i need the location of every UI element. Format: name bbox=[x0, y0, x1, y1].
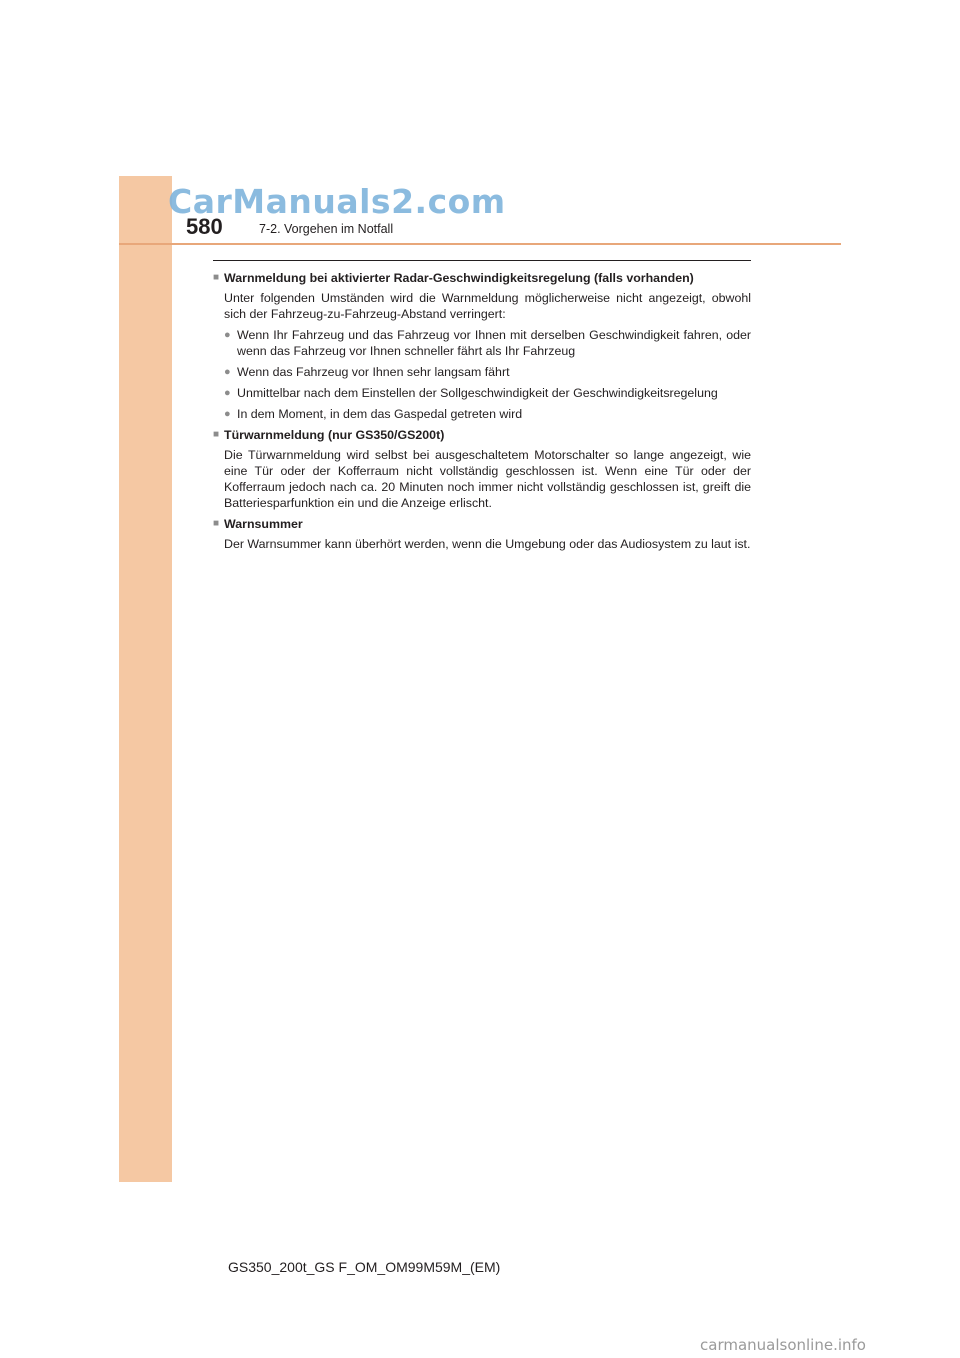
section-heading: ■ Türwarnmeldung (nur GS350/GS200t) bbox=[213, 428, 445, 442]
section-buzzer bbox=[213, 516, 751, 552]
section-radar-warning bbox=[213, 270, 751, 422]
footer-model-code: GS350_200t_GS F_OM_OM99M59M_(EM) bbox=[228, 1259, 501, 1275]
section-door-warning bbox=[213, 427, 751, 511]
square-bullet-icon: ■ bbox=[213, 272, 220, 283]
square-bullet-icon: ■ bbox=[213, 429, 220, 440]
content-area bbox=[213, 260, 751, 557]
list-item: ● Unmittelbar nach dem Einstellen der Sollgeschwindigkeit der Geschwindigkeitsregelung bbox=[224, 386, 718, 400]
section-text: Die Türwarnmeldung wird selbst bei ausgeschaltetem Motorschalter so lange angezeigt, wie eine Tür oder der Kofferraum nicht vollständig geschlossen ist. Wenn eine Tür oder der Kofferraum jedoch nach ca. 20 Minuten noch immer nicht vollständig geschlossen ist, greift die Batteriesparfunktion ein und die Anzeige erlischt. bbox=[224, 448, 751, 510]
sidebar-tab bbox=[119, 176, 172, 1182]
circle-bullet-icon: ● bbox=[224, 408, 231, 420]
section-title: 7-2. Vorgehen im Notfall bbox=[259, 222, 394, 236]
circle-bullet-icon: ● bbox=[224, 366, 231, 378]
section-heading: ■ Warnsummer bbox=[213, 517, 303, 531]
watermark-logo: CarManuals2.com bbox=[168, 182, 506, 221]
page-number: 580 bbox=[186, 214, 223, 239]
list-item: ● Wenn Ihr Fahrzeug und das Fahrzeug vor Ihnen mit derselben Geschwindigkeit fahren, oder wenn das Fahrzeug vor Ihnen schneller fährt als Ihr Fahrzeug bbox=[224, 328, 751, 358]
list-item: ● Wenn das Fahrzeug vor Ihnen sehr langsam fährt bbox=[224, 365, 510, 379]
list-item: ● In dem Moment, in dem das Gaspedal getreten wird bbox=[224, 407, 523, 421]
circle-bullet-icon: ● bbox=[224, 387, 231, 399]
footer-watermark: carmanualsonline.info bbox=[700, 1336, 866, 1354]
section-text: Unter folgenden Umständen wird die Warnmeldung möglicherweise nicht angezeigt, obwohl sich der Fahrzeug-zu-Fahrzeug-Abstand verringert: bbox=[224, 291, 751, 321]
section-heading: ■ Warnmeldung bei aktivierter Radar-Geschwindigkeitsregelung (falls vorhanden) bbox=[213, 271, 694, 285]
square-bullet-icon: ■ bbox=[213, 518, 220, 529]
section-text: Der Warnsummer kann überhört werden, wenn die Umgebung oder das Audiosystem zu laut ist. bbox=[224, 537, 751, 551]
header-rule bbox=[119, 243, 841, 245]
circle-bullet-icon: ● bbox=[224, 329, 231, 341]
